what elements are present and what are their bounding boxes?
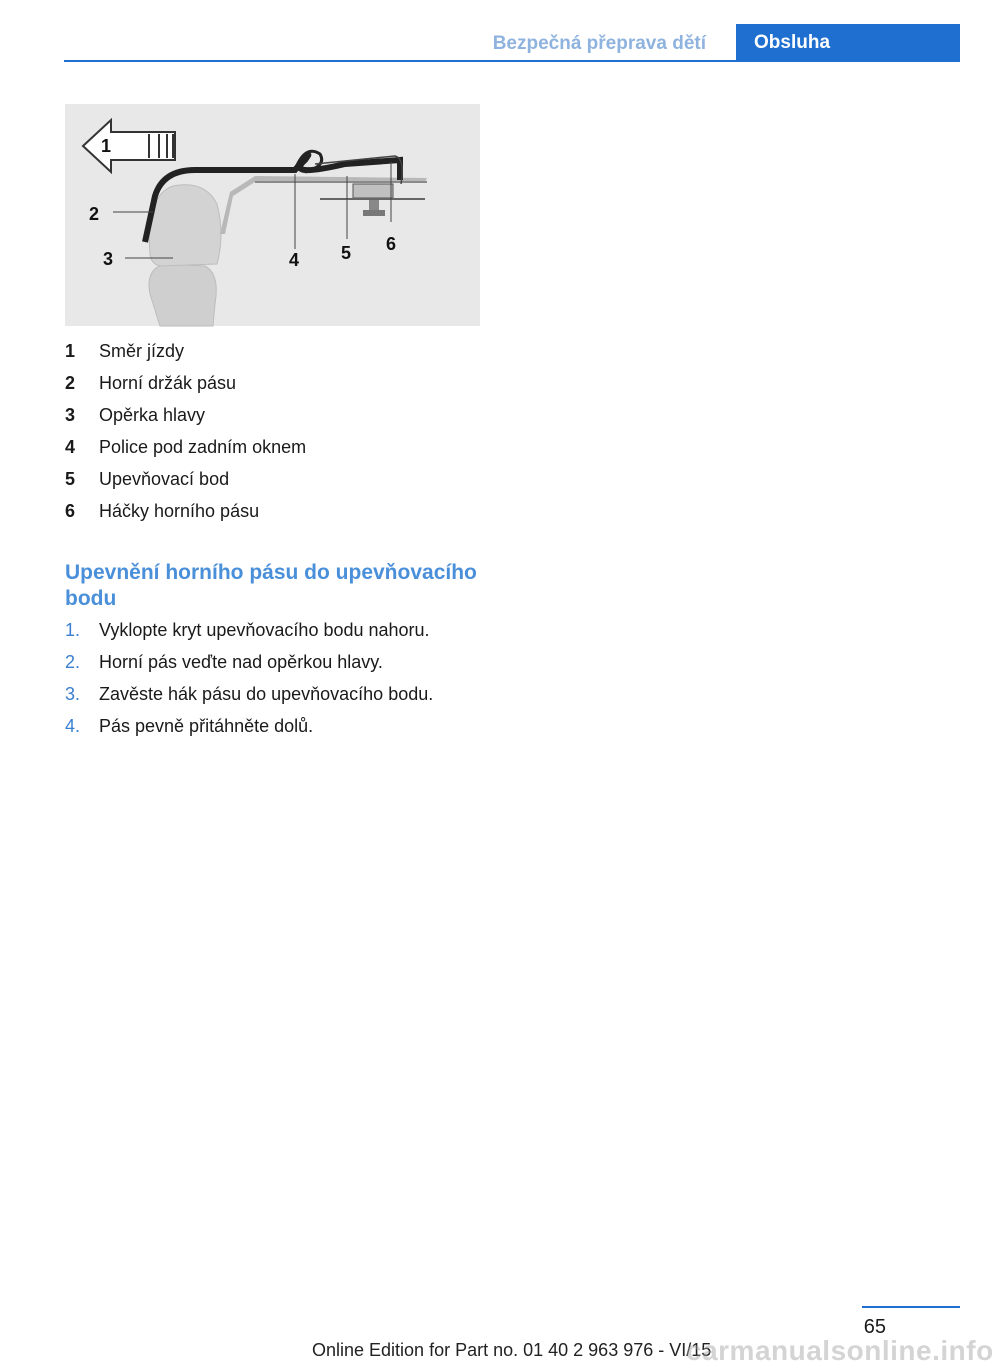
callout-5: 5 <box>341 243 352 263</box>
legend-item <box>65 434 485 466</box>
seat-back-shape <box>149 264 216 326</box>
step-text: Vyklopte kryt upevňovacího bodu nahoru. <box>99 620 430 640</box>
step-item <box>65 712 485 744</box>
step-text: Pás pevně přitáhněte dolů. <box>99 716 314 736</box>
page-header <box>0 0 960 64</box>
headrest-shape <box>149 185 221 266</box>
callout-1: 1 <box>101 136 112 156</box>
legend-text: Police pod zadním oknem <box>99 437 307 457</box>
legend-item <box>65 402 485 434</box>
legend-number: 4 <box>65 437 76 457</box>
legend-number: 2 <box>65 373 76 393</box>
edition-note: Online Edition for Part no. 01 40 2 963 976 - VI/15 <box>312 1340 712 1360</box>
page-number: 65 <box>863 1316 886 1338</box>
step-item <box>65 616 485 648</box>
step-text: Horní pás veďte nad opěrkou hlavy. <box>99 652 383 672</box>
legend-number: 1 <box>65 341 76 361</box>
legend-text: Opěrka hlavy <box>99 405 206 425</box>
callout-6: 6 <box>386 234 397 254</box>
legend-item <box>65 498 485 530</box>
legend-item <box>65 338 485 370</box>
legend-text: Horní držák pásu <box>99 373 237 393</box>
section-heading: Upevnění horního pásu do upevňovacího bodu <box>65 561 477 610</box>
legend-item <box>65 466 485 498</box>
chapter-tab: Obsluha <box>736 24 960 62</box>
step-item <box>65 648 485 680</box>
legend-number: 3 <box>65 405 76 425</box>
step-number: 2. <box>65 652 81 672</box>
belt-diagram <box>65 104 480 326</box>
header-rule <box>64 60 960 62</box>
anchor-point-shape <box>353 184 393 198</box>
legend-text: Směr jízdy <box>99 341 185 361</box>
step-number: 1. <box>65 620 81 640</box>
legend-item <box>65 370 485 402</box>
step-item <box>65 680 485 712</box>
step-number: 3. <box>65 684 81 704</box>
step-number: 4. <box>65 716 81 736</box>
callout-4: 4 <box>289 250 300 270</box>
legend-text: Upevňovací bod <box>99 469 230 489</box>
section-title: Bezpečná přeprava dětí <box>492 33 706 54</box>
callout-2: 2 <box>89 204 100 224</box>
step-text: Zavěste hák pásu do upevňovacího bodu. <box>99 684 434 704</box>
legend-number: 6 <box>65 501 76 521</box>
footer-rule <box>862 1306 960 1308</box>
callout-3: 3 <box>103 249 114 269</box>
watermark: carmanualsonline.info <box>686 1335 994 1366</box>
legend-text: Háčky horního pásu <box>99 501 260 521</box>
parcel-shelf-shape <box>220 176 427 234</box>
legend-number: 5 <box>65 469 76 489</box>
figure-legend <box>65 338 485 530</box>
direction-arrow <box>83 120 175 172</box>
instruction-steps <box>65 616 485 744</box>
